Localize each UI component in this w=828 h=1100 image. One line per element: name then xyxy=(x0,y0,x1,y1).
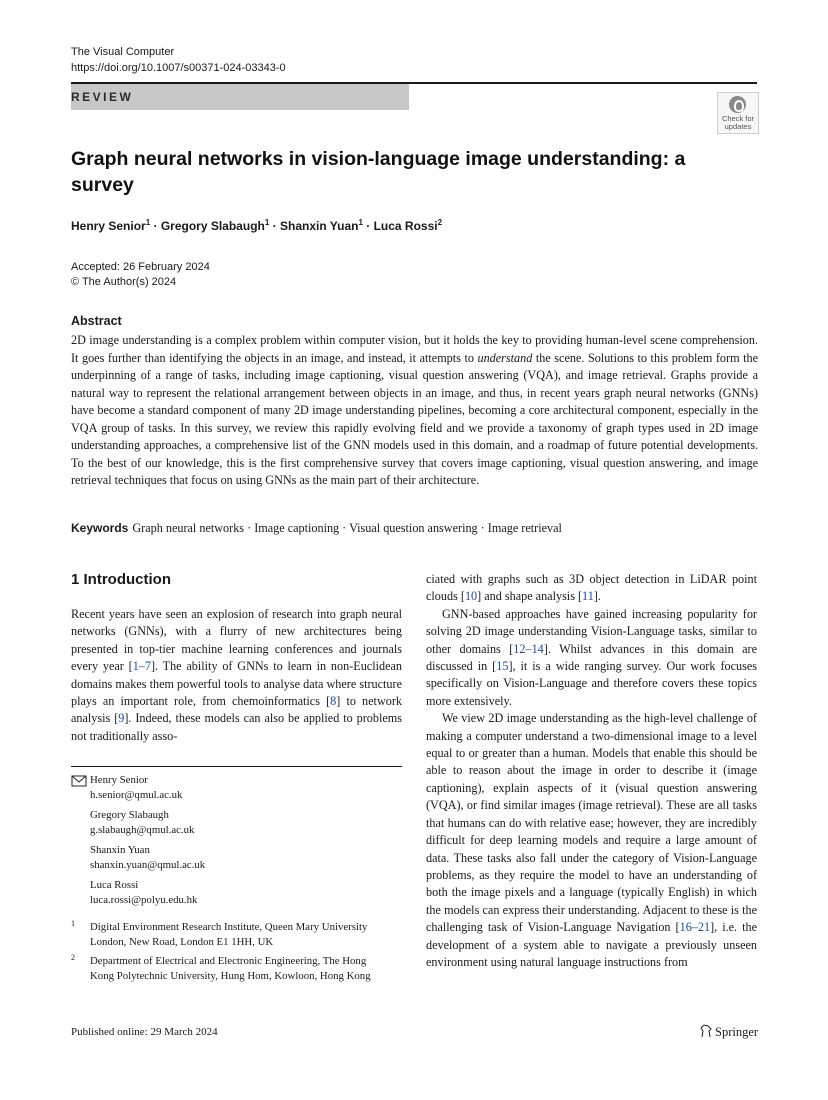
journal-name: The Visual Computer xyxy=(71,46,175,58)
accepted-date: Accepted: 26 February 2024 xyxy=(71,261,210,273)
citation-link[interactable]: 12–14 xyxy=(513,641,544,656)
publication-dates xyxy=(71,260,210,290)
affiliation-number: 1 xyxy=(71,919,75,928)
author-aff: 2 xyxy=(437,218,443,227)
section-banner xyxy=(71,84,409,110)
paper-title: Graph neural networks in vision-language image understanding: a survey xyxy=(71,148,686,196)
journal-header xyxy=(71,44,286,76)
contact-email[interactable]: h.senior@qmul.ac.uk xyxy=(90,788,183,801)
copyright: © The Author(s) 2024 xyxy=(71,276,177,288)
keywords-list: Graph neural networks · Image captioning · Visual question answering · Image retrieval xyxy=(132,521,562,535)
doi-link[interactable]: https://doi.org/10.1007/s00371-024-03343-0 xyxy=(71,62,286,74)
abstract-body xyxy=(71,332,758,490)
contact-name: Luca Rossi xyxy=(90,879,139,891)
citation-link[interactable]: 1–7 xyxy=(132,659,151,674)
corresponding-authors xyxy=(90,773,205,907)
contact-email[interactable]: luca.rossi@polyu.edu.hk xyxy=(90,893,198,906)
footnote-rule xyxy=(71,766,402,767)
paragraph: GNN-based approaches have gained increasing popularity for solving 2D image understanding Vision-Language tasks, similar to other domains [12–14]. Whilst advances in this domain are discussed in [15], it is a wide ranging survey. Our work focuses specifically on Vision-Language and therefore covers these topics more extensively. xyxy=(426,606,757,708)
affiliation-number: 2 xyxy=(71,953,75,962)
badge-line1: Check for xyxy=(721,114,755,123)
author-aff: 1 xyxy=(264,218,270,227)
keywords xyxy=(71,521,562,536)
check-for-updates-badge[interactable] xyxy=(717,92,759,134)
contact-name: Gregory Slabaugh xyxy=(90,809,169,821)
author-list xyxy=(71,218,442,233)
affiliation: Digital Environment Research Institute, Queen Mary University London, New Road, London E1 1HH, UK xyxy=(90,921,368,948)
author-name[interactable]: Henry Senior xyxy=(71,219,146,233)
publisher-logo xyxy=(700,1024,758,1040)
section-heading: 1 Introduction xyxy=(71,571,171,588)
citation-link[interactable]: 10 xyxy=(464,589,478,604)
section-label: REVIEW xyxy=(71,90,134,104)
right-column xyxy=(426,571,757,971)
author-name[interactable]: Shanxin Yuan xyxy=(279,219,359,233)
author-name[interactable]: Gregory Slabaugh xyxy=(160,219,265,233)
badge-line2: updates xyxy=(724,122,752,131)
author-name[interactable]: Luca Rossi xyxy=(373,219,438,233)
published-online: Published online: 29 March 2024 xyxy=(71,1026,218,1038)
affiliation: Department of Electrical and Electronic Engineering, The Hong Kong Polytechnic University, Hung Hom, Kowloon, Hong Kong xyxy=(90,955,371,982)
citation-link[interactable]: 11 xyxy=(582,589,594,604)
author-separator: · xyxy=(362,219,374,233)
contact-name: Henry Senior xyxy=(90,774,148,786)
contact-email[interactable]: g.slabaugh@qmul.ac.uk xyxy=(90,823,195,836)
paragraph: We view 2D image understanding as the high-level challenge of making a computer understand a two-dimensional image to a level equal to or greater than a human. Models that enable this should be able to reason about the image in order to describe it (image captioning), explain aspects of it (visual question answering (VQA), or find similar images (image retrieval). These are all tasks that humans can do with relative ease; however, they are incredibly difficult for deep learning models and require a large amount of data. These tasks also fall under the category of Vision-Language problems, as they require the model to have an understanding of both the image pixels and a language (typically English) in which the models can express their understanding. Adjacent to these is the challenging task of Vision-Language Navigation [16–21], i.e. the development of a system able to navigate a previously unseen environment using natural language instructions from xyxy=(426,711,757,969)
citation-link[interactable]: 8 xyxy=(330,694,337,709)
left-column xyxy=(71,606,402,745)
author-aff: 1 xyxy=(358,218,363,227)
abstract-text: 2D image understanding is a complex problem within computer vision, but it holds the key to providing human-level scene comprehension. It goes further than identifying the objects in an image, and instead, it attempts to xyxy=(71,333,758,365)
paragraph: ciated with graphs such as 3D object detection in LiDAR point clouds [10] and shape analysis [11]. xyxy=(426,572,757,604)
springer-horse-icon xyxy=(700,1024,712,1038)
check-for-updates-icon xyxy=(729,96,746,113)
envelope-icon xyxy=(71,775,89,787)
abstract-text: the scene. Solutions to this problem form the underpinning of a range of tasks, including image captioning, visual question answering (VQA), and image retrieval. Graphs provide a natural way to represent the relational arrangement between objects in an image, and thus, in recent years graph neural networks (GNNs) have become a standard component of many 2D image understanding pipelines, becoming a core architectural component, especially in the VQA group of tasks. In this survey, we review this rapidly evolving field and we provide a taxonomy of graph types used in 2D image understanding approaches, a comprehensive list of the GNN models used in this domain, and a roadmap of future potential developments. To the best of our knowledge, this is the first comprehensive survey that covers image captioning, visual question answering, and image retrieval techniques that focus on using GNNs as the main part of their architecture. xyxy=(71,350,758,487)
publisher-name: Springer xyxy=(715,1025,759,1039)
author-separator: · xyxy=(269,219,280,233)
contact-email[interactable]: shanxin.yuan@qmul.ac.uk xyxy=(90,858,206,871)
citation-link[interactable]: 15 xyxy=(496,659,509,674)
citation-link[interactable]: 9 xyxy=(118,711,125,726)
author-aff: 1 xyxy=(145,218,151,227)
paragraph: Recent years have seen an explosion of research into graph neural networks (GNNs), with a flurry of new architectures being presented in top-tier machine learning conferences and journals every year [1–7]. The ability of GNNs to learn in non-Euclidean domains makes them powerful tools to analyse data where structure plays an important role, from chemoinformatics [8] to network analysis [9]. Indeed, these models can also be applied to problems not traditionally asso- xyxy=(71,607,402,743)
abstract-heading: Abstract xyxy=(71,314,122,328)
contact-name: Shanxin Yuan xyxy=(90,844,150,856)
author-separator: · xyxy=(150,219,161,233)
keywords-label: Keywords xyxy=(71,521,129,535)
citation-link[interactable]: 16–21 xyxy=(679,920,711,935)
abstract-emphasis: understand xyxy=(477,350,533,365)
